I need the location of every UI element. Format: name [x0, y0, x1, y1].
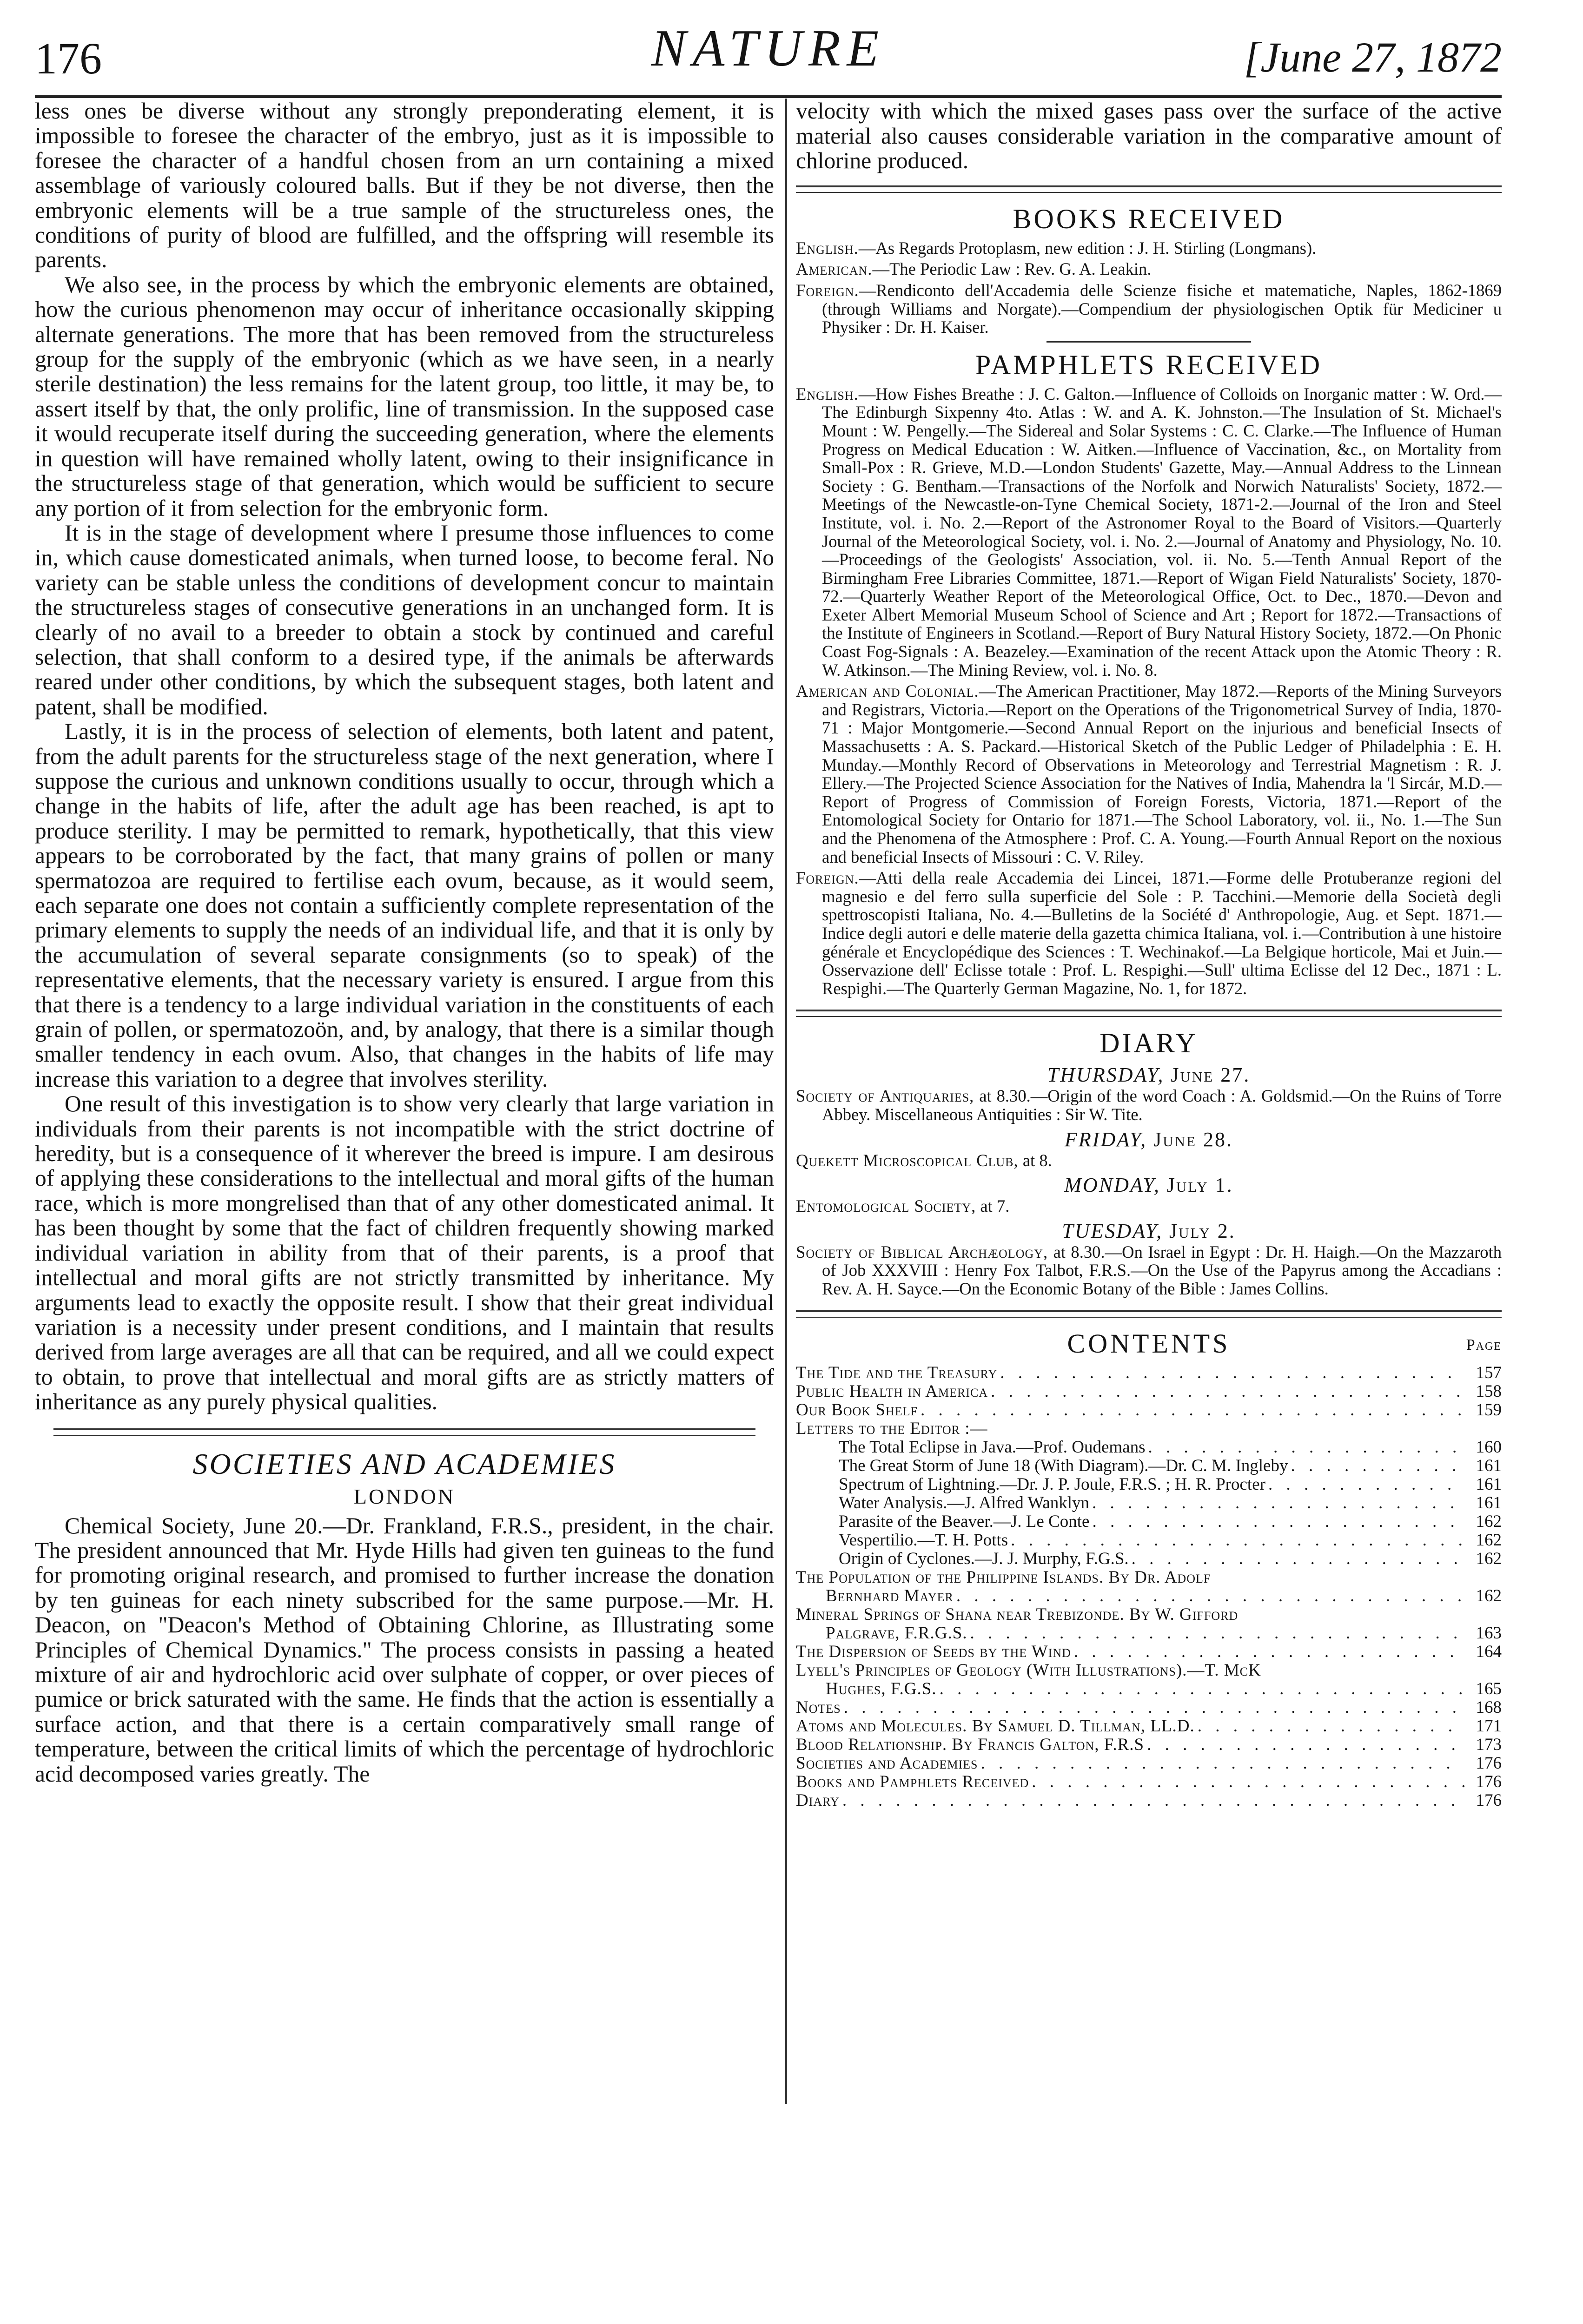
diary-weekday: THURSDAY, [1047, 1063, 1171, 1087]
entry-text: —How Fishes Breathe : J. C. Galton.—Influence of Colloids on Inorganic matter : W. Ord.—The Edinburgh Sixpenny 4to. Atlas : W. and A. K. Johnston.—The Insulation of St. Michael's Mount : W. Pengelly.—The Sidereal and Solar Systems : C. C. Clarke.—The Influence of Human Progress on Medical Education : W. Aitken.—Influence of Vaccination, &c., on Mortality from Small-Pox : R. Grieve, M.D.—London Students' Gazette, May.—Annual Address to the Linnean Society : G. Bentham.—Transactions of the Norfolk and Norwich Naturalists' Society, 1872.—Meetings of the Newcastle-on-Tyne Chemical Society, 1871-2.—Journal of the Iron and Steel Institute, vol. i. No. 2.—Report of the Astronomer Royal to the Board of Visitors.—Quarterly Journal of the Meteorological Society, vol. i. No. 2.—Journal of Anatomy and Physiology, No. 10.—Proceedings of the Geologists' Association, vol. ii. No. 5.—Tenth Annual Report of the Birmingham Free Libraries Committee, 1871.—Report of Wigan Field Naturalists' Society, 1870-72.—Quarterly Weather Report of the Meteorological Office, Oct. to Dec., 1870.—Devon and Exeter Albert Memorial Museum School of Science and Art ; Report for 1872.—Transactions of the Institute of Engineers in Scotland.—Report of Bury Natural History Society, 1872.—On Phonic Coast Fog-Signals : A. Beazeley.—Examination of the recent Attack upon the Atomic Theory : R. W. Atkinson.—The Mining Review, vol. i. No. 8. [822, 384, 1502, 680]
contents-item [796, 1457, 1502, 1475]
contents-item [796, 1512, 1502, 1531]
dot-leader [1291, 1457, 1464, 1475]
contents-title: Diary [796, 1790, 840, 1810]
contents-page: 173 [1476, 1735, 1502, 1754]
dot-leader [1074, 1643, 1464, 1661]
contents-item [796, 1382, 1502, 1401]
contents-title: The Population of the Philippine Islands. By Dr. Adolf [796, 1567, 1211, 1587]
contents-title: Notes [796, 1697, 841, 1717]
contents-title: Lyell's Principles of Geology (With Illustrations).—T. McK [796, 1660, 1261, 1680]
contents-item [796, 1605, 1502, 1624]
contents-title: Palgrave, F.R.G.S. [826, 1623, 967, 1643]
diary-day [796, 1128, 1502, 1151]
right-column [796, 99, 1502, 1810]
contents-page: 162 [1476, 1512, 1502, 1531]
diary-day [796, 1063, 1502, 1087]
section-rule [796, 1010, 1502, 1017]
contents-item [796, 1736, 1502, 1754]
contents-item [796, 1475, 1502, 1494]
page-number: 176 [35, 33, 102, 83]
contents-title: Public Health in America [796, 1381, 988, 1401]
contents-page: 159 [1476, 1400, 1502, 1419]
contents-page: 164 [1476, 1642, 1502, 1661]
entry-text: —Atti della reale Accademia dei Lincei, 1871.—Forme delle Protuberanze regioni del magnesio e del ferro sulla superficie del Sole : P. Tacchini.—Memorie della Società degli spettroscopisti Italiana, No. 4.—Bulletins de la Société d' Anthropologie, Aug. et Sept. 1871.—Indice degli autori e delle materie della gazetta chimica Italiana, vol. i.—Contribution à une histoire générale et Encyclopédique des Sciences : T. Wechinakof.—La Belgique horticole, Mai et Juin.—Osservazione dell' Eclisse totale : Prof. L. Respighi.—Sull' ultima Eclisse del 12 Dec., 1871 : L. Respighi.—The Quarterly German Magazine, No. 1, for 1872. [822, 868, 1502, 998]
contents-item-continued [796, 1680, 1502, 1698]
contents-title: Parasite of the Beaver.—J. Le Conte [839, 1512, 1090, 1531]
london-heading: LONDON [353, 1484, 456, 1508]
contents-page: 161 [1476, 1493, 1502, 1512]
contents-title: The Total Eclipse in Java.—Prof. Oudemans [839, 1437, 1146, 1457]
pamphlets-received-heading: PAMPHLETS RECEIVED [975, 349, 1323, 380]
contents-title: Letters to the Editor :— [796, 1419, 988, 1438]
diary-weekday: MONDAY, [1064, 1174, 1167, 1197]
dot-leader [1198, 1717, 1464, 1736]
dot-leader [981, 1754, 1464, 1773]
contents-page: 168 [1476, 1697, 1502, 1717]
entry-text: —The American Practitioner, May 1872.—Reports of the Mining Surveyors and Registrars, Victoria.—Report on the Operations of the Trigonometrical Survey of India, 1870-71 : Major Montgomerie.—Second Annual Report on the injurious and beneficial Insects of Massachusetts : A. S. Packard.—Historical Sketch of the Public Ledger of Philadelphia : E. H. Munday.—Monthly Record of Observations in Meteorology and Terrestrial Magnetism : R. J. Ellery.—The Projected Science Association for the Natives of India, Mahendra la 'l Sircár, M.D.—Report of Progress of Commission of Foreign Forests, Victoria, 1871.—Report of the Entomological Society for Ontario for 1871.—The School Laboratory, vol. ii., No. 1.—The Sun and the Phenomena of the Atmosphere : Prof. C. A. Young.—Fourth Annual Report on the noxious and beneficial Insects of Missouri : C. V. Riley. [822, 681, 1502, 866]
entry-category: Foreign. [796, 868, 859, 888]
contents-title: Atoms and Molecules. By Samuel D. Tillman, LL.D. [796, 1716, 1195, 1736]
entry-category: English. [796, 238, 859, 257]
diary-weekday: TUESDAY, [1062, 1219, 1170, 1242]
books-list [796, 239, 1502, 337]
contents-title: Societies and Academies [796, 1753, 978, 1773]
diary-heading: DIARY [1099, 1028, 1198, 1059]
entry-category: Foreign. [796, 280, 859, 300]
contents-page: 162 [1476, 1549, 1502, 1568]
column-divider [785, 99, 787, 2104]
contents-page: 157 [1476, 1363, 1502, 1382]
entry-text: at 7. [976, 1196, 1010, 1216]
pamphlet-entry [796, 869, 1502, 997]
entry-text: at 8. [1018, 1150, 1052, 1170]
section-rule [796, 185, 1502, 193]
pamphlet-entry [796, 385, 1502, 680]
contents-title: CONTENTS [1067, 1328, 1231, 1359]
dot-leader [1147, 1736, 1464, 1754]
diary-date: July 1. [1166, 1174, 1233, 1197]
diary-list [796, 1063, 1502, 1298]
dot-leader [1092, 1512, 1464, 1531]
contents-item [796, 1438, 1502, 1457]
contents-page-label: Page [1466, 1336, 1502, 1353]
dot-leader [921, 1401, 1464, 1419]
contents-title: Water Analysis.—J. Alfred Wanklyn [839, 1493, 1090, 1512]
diary-date: June 28. [1153, 1128, 1233, 1151]
diary-day [796, 1219, 1502, 1243]
dot-leader [1268, 1475, 1464, 1494]
contents-title: Blood Relationship. By Francis Galton, F.R.S [796, 1735, 1145, 1754]
chemical-society-paragraph: Chemical Society, June 20.—Dr. Frankland, F.R.S., president, in the chair. The president announced that Mr. Hyde Hills had given ten guineas to the fund for promoting original research, and promised to further increase the donation by ten guineas for each ninety subscribed for the same purpose.—Mr. H. Deacon, on "Deacon's Method of Obtaining Chlorine, as Illustrating some Principles of Chemical Dynamics." The process consists in passing a heated mixture of air and hydrochloric acid over sulphate of copper, or over pieces of pumice or brick saturated with the same. He finds that the action is essentially a surface action, and that there is a certain comparatively small range of temperature, between the critical limits of which the percentage of hydrochloric acid decomposed varies greatly. The [35, 1512, 774, 1787]
diary-weekday: FRIDAY, [1065, 1128, 1154, 1151]
contents-page: 176 [1476, 1772, 1502, 1791]
contents-page: 161 [1476, 1456, 1502, 1475]
diary-entry [796, 1197, 1502, 1215]
entry-category: American and Colonial. [796, 681, 979, 701]
dot-leader [844, 1698, 1464, 1717]
contents-item [796, 1698, 1502, 1717]
dot-leader [1148, 1438, 1465, 1457]
diary-date: July 2. [1169, 1219, 1236, 1242]
society-name: Society of Antiquaries, [796, 1086, 974, 1106]
dot-leader [842, 1791, 1464, 1810]
contents-item [796, 1531, 1502, 1550]
issue-date: [June 27, 1872 [1244, 33, 1502, 81]
article-paragraph: It is in the stage of development where I presume those influences to come in, which cause domesticated animals, when turned loose, to become feral. No variety can be stable unless the conditions of development concur to maintain the structureless stages of consecutive generations in an unchanged form. It is clearly of no avail to a breeder to obtain a stock by continued and careful selection, that shall conform to a desired type, if the animals be afterwards reared under other conditions, by which the subsequent stages, both latent and patent, shall be modified. [35, 520, 774, 720]
dot-leader [970, 1624, 1464, 1643]
contents-item [796, 1550, 1502, 1568]
contents-title: The Dispersion of Seeds by the Wind [796, 1642, 1071, 1661]
entry-category: American. [796, 259, 873, 279]
contents-item [796, 1401, 1502, 1419]
dot-leader [1132, 1550, 1464, 1568]
contents-title: Origin of Cyclones.—J. J. Murphy, F.G.S. [839, 1549, 1129, 1568]
society-name: Society of Biblical Archæology, [796, 1242, 1048, 1261]
contents-item [796, 1568, 1502, 1587]
books-received-heading: BOOKS RECEIVED [1013, 203, 1285, 234]
contents-item-continued [796, 1587, 1502, 1605]
left-column [35, 99, 774, 1786]
contents-title: Hughes, F.G.S. [826, 1679, 937, 1698]
article-paragraph: One result of this investigation is to show very clearly that large variation in individuals from their parents is not incompatible with the strict doctrine of heredity, but is a consequence of it wherever the breed is impure. I am desirous of applying these considerations to the intellectual and moral gifts of the human race, which is more mongrelised than that of any other domesticated animal. It has been thought by some that the fact of children frequently showing marked individual variation in ability from that of their parents, is a proof that intellectual and moral gifts are not strictly transmitted by inheritance. My arguments lead to exactly the opposite result. I show that their great individual variation is a necessity under present conditions, and I maintain that results derived from large averages are all that can be required, and all we could expect to obtain, to prove that intellectual and moral gifts are as strictly matters of inheritance as any purely physical qualities. [35, 1091, 774, 1415]
section-rule [53, 1428, 755, 1436]
diary-entry [796, 1243, 1502, 1298]
contents-page: 163 [1476, 1623, 1502, 1643]
contents-list [796, 1364, 1502, 1810]
article-paragraph: less ones be diverse without any strongly preponderating element, it is impossible to foresee the character of the embryo, just as it is impossible to foresee the character of a handful chosen from an urn containing a mixed assemblage of variously coloured balls. But if they be not diverse, then the embryonic elements will be a true sample of the structureless ones, the conditions of purity of blood are fulfilled, and the offspring will resemble its parents. [35, 98, 774, 273]
contents-page: 158 [1476, 1381, 1502, 1401]
dot-leader [956, 1587, 1464, 1605]
article-paragraph: Lastly, it is in the process of selection of elements, both latent and patent, from the adult parents for the structureless stage of the next generation, where I suppose the curious and unknown conditions usually to occur, through which a change in the habits of life, after the adult age has been reached, is apt to produce sterility. I may be permitted to remark, hypothetically, that this view appears to be corroborated by the fact, that many grains of pollen or many spermatozoa are required to fertilise each ovum, because, as it would seem, each separate one does not contain a sufficiently complete representation of the primary elements to supply the needs of an individual life, and that it is only by the accumulation of several separate consignments (so to speak) of the representative elements, that the necessary variety is ensured. I argue from this that there is a tendency to a large individual variation in the constituents of each grain of pollen, or spermatozoön, and, by analogy, that there is a similar though smaller tendency in each ovum. Also, that changes in the habits of life may increase this variation to a degree that involves sterility. [35, 719, 774, 1092]
continued-paragraph: velocity with which the mixed gases pass over the surface of the active material also causes considerable variation in the comparative amount of chlorine produced. [796, 98, 1502, 174]
dot-leader [1011, 1531, 1464, 1550]
contents-page: 160 [1476, 1437, 1502, 1457]
entry-text: at 8.30.—On Israel in Egypt : Dr. H. Haigh.—On the Mazzaroth of Job XXXVIII : Henry Fox Talbot, F.R.S.—On the Use of the Papyrus among the Accadians : Rev. A. H. Sayce.—On the Economic Botany of the Bible : James Collins. [822, 1242, 1502, 1298]
contents-page: 171 [1476, 1716, 1502, 1736]
contents-page: 165 [1476, 1679, 1502, 1698]
entry-text: at 8.30.—Origin of the word Coach : A. Goldsmid.—On the Ruins of Torre Abbey. Miscellaneous Antiquities : Sir W. Tite. [822, 1086, 1502, 1124]
book-entry [796, 281, 1502, 337]
diary-date: June 27. [1171, 1063, 1251, 1087]
contents-item [796, 1364, 1502, 1382]
contents-item [796, 1773, 1502, 1791]
entry-text: —The Periodic Law : Rev. G. A. Leakin. [872, 259, 1152, 279]
entry-text: —As Regards Protoplasm, new edition : J. H. Stirling (Longmans). [858, 238, 1317, 257]
contents-page: 161 [1476, 1474, 1502, 1494]
contents-title: Spectrum of Lightning.—Dr. J. P. Joule, F.R.S. ; H. R. Procter [839, 1474, 1265, 1494]
contents-heading [796, 1328, 1502, 1359]
contents-item [796, 1661, 1502, 1680]
contents-item [796, 1419, 1502, 1438]
contents-page: 176 [1476, 1753, 1502, 1773]
contents-title: The Great Storm of June 18 (With Diagram).—Dr. C. M. Ingleby [839, 1456, 1288, 1475]
short-rule [1047, 341, 1251, 343]
contents-title: Bernhard Mayer [826, 1586, 954, 1605]
journal-title: NATURE [651, 20, 885, 77]
book-entry [796, 239, 1502, 257]
contents-item [796, 1494, 1502, 1512]
contents-item [796, 1791, 1502, 1810]
contents-title: Books and Pamphlets Received [796, 1772, 1029, 1791]
society-name: Quekett Microscopical Club, [796, 1150, 1019, 1170]
societies-heading: SOCIETIES AND ACADEMIES [192, 1447, 616, 1480]
dot-leader [1032, 1773, 1464, 1791]
dot-leader [991, 1382, 1464, 1401]
contents-title: Mineral Springs of Shana near Trebizonde. By W. Gifford [796, 1604, 1239, 1624]
contents-page: 176 [1476, 1790, 1502, 1810]
contents-page: 162 [1476, 1530, 1502, 1550]
dot-leader [1000, 1364, 1464, 1382]
contents-page: 162 [1476, 1586, 1502, 1605]
contents-title: Our Book Shelf [796, 1400, 918, 1419]
diary-entry [796, 1151, 1502, 1170]
society-name: Entomological Society, [796, 1196, 976, 1216]
contents-item [796, 1717, 1502, 1736]
section-rule [796, 1310, 1502, 1318]
contents-item-continued [796, 1624, 1502, 1643]
pamphlet-entry [796, 682, 1502, 866]
entry-category: English. [796, 384, 859, 403]
dot-leader [940, 1680, 1464, 1698]
pamphlets-list [796, 385, 1502, 998]
contents-title: Vespertilio.—T. H. Potts [839, 1530, 1008, 1550]
article-paragraph: We also see, in the process by which the embryonic elements are obtained, how the curious phenomenon may occur of inheritance occasionally skipping alternate generations. The more that has been removed from the structureless group for the supply of the embryonic (which as we have seen, in a nearly sterile destination) the less remains for the latent group, too little, it may be, to assert itself by that, the only prolific, line of transmission. In the supposed case it would recuperate itself during the succeeding generation, where the elements in question will have remained wholly latent, owing to their insignificance in the structureless stage of that generation, which would be sufficient to secure any portion of it from selection for the embryonic form. [35, 271, 774, 521]
diary-day [796, 1173, 1502, 1197]
contents-item [796, 1643, 1502, 1661]
contents-title: The Tide and the Treasury [796, 1363, 998, 1382]
book-entry [796, 260, 1502, 278]
contents-item [796, 1754, 1502, 1773]
diary-entry [796, 1087, 1502, 1123]
entry-text: —Rendiconto dell'Accademia delle Scienze fisiche et matematiche, Naples, 1862-1869 (through Williams and Norgate).—Compendium der physiologischen Optik für Mediciner u Physiker : Dr. H. Kaiser. [822, 280, 1502, 337]
dot-leader [1092, 1494, 1464, 1512]
